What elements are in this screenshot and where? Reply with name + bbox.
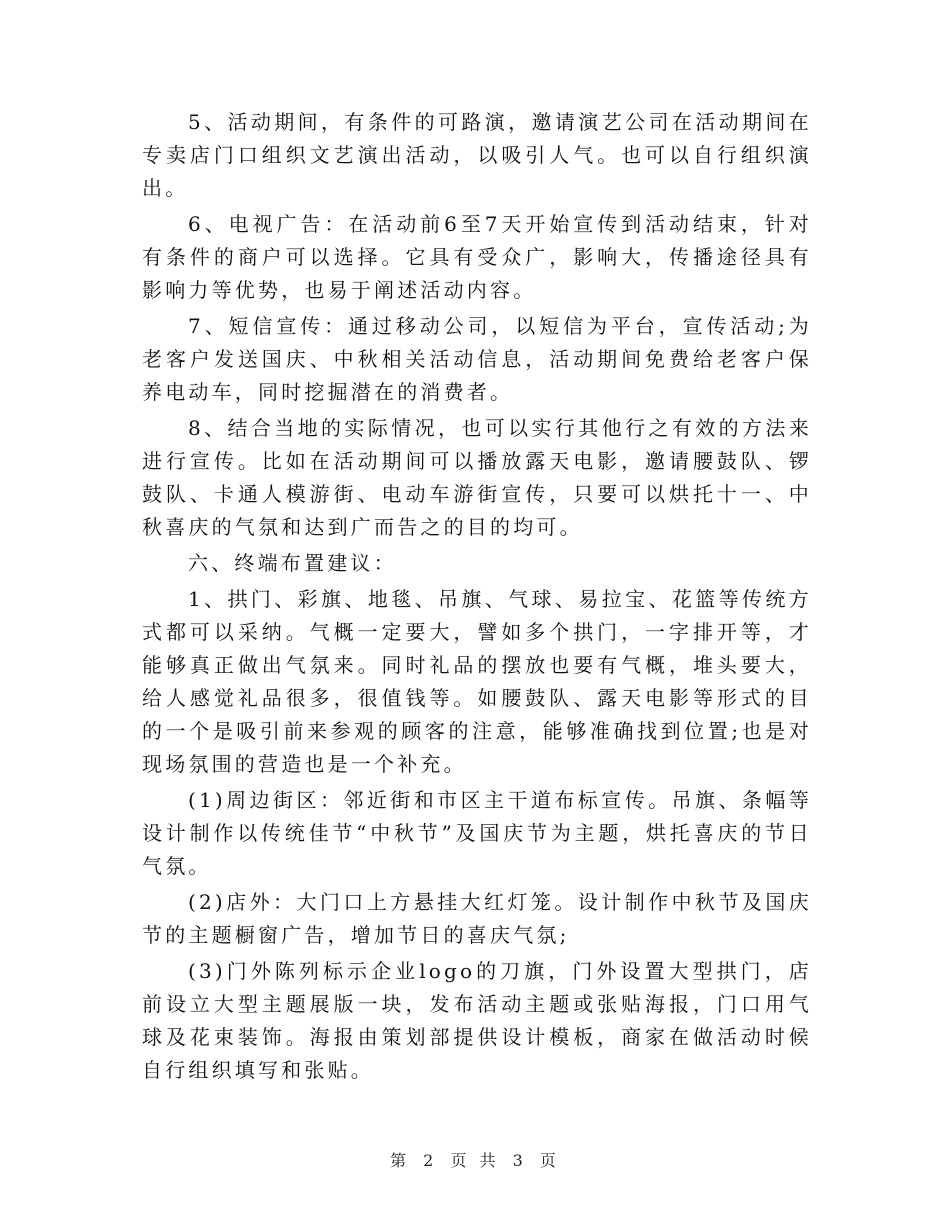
paragraph-item-6-tv-ads: 6、电视广告：在活动前6至7天开始宣传到活动结束，针对有条件的商户可以选择。它具有受众广，影响大，传播途径具有影响力等优势，也易于阐述活动内容。 [142, 212, 812, 302]
paragraph-item-1-decor: 1、拱门、彩旗、地毯、吊旗、气球、易拉宝、花篮等传统方式都可以采纳。气概一定要大，譬如多个拱门，一字排开等，才能够真正做出气氛来。同时礼品的摆放也要有气概，堆头要大，给人感觉礼品很多，很值钱等。如腰鼓队、露天电影等形式的目的一个是吸引前来参观的顾客的注意，能够准确找到位置;也是对现场氛围的营造也是一个补充。 [142, 587, 812, 776]
section-heading-terminal-layout: 六、终端布置建议： [188, 551, 397, 575]
footer-middle: 页 共 [450, 1151, 500, 1170]
paragraph-item-8-local: 8、结合当地的实际情况，也可以实行其他行之有效的方法来进行宣传。比如在活动期间可以播放露天电影，邀请腰鼓队、锣鼓队、卡通人模游街、电动车游街宣传，只要可以烘托十一、中秋喜庆的气氛和达到广而告之的目的均可。 [142, 416, 812, 539]
paragraph-sub-3-entrance: (3)门外陈列标示企业logo的刀旗，门外设置大型拱门，店前设立大型主题展版一块，发布活动主题或张贴海报，门口用气球及花束装饰。海报由策划部提供设计模板，商家在做活动时候自行组织填写和张贴。 [142, 959, 812, 1082]
paragraph-sub-1-streets: (1)周边街区：邻近街和市区主干道布标宣传。吊旗、条幅等设计制作以传统佳节“中秋节”及国庆节为主题，烘托喜庆的节日气氛。 [142, 788, 812, 878]
footer-prefix: 第 [390, 1151, 411, 1170]
footer-current-page: 2 [423, 1151, 438, 1170]
paragraph-item-7-sms: 7、短信宣传：通过移动公司，以短信为平台，宣传活动;为老客户发送国庆、中秋相关活动信息，活动期间免费给老客户保养电动车，同时挖掘潜在的消费者。 [142, 314, 812, 404]
paragraph-item-5: 5、活动期间，有条件的可路演，邀请演艺公司在活动期间在专卖店门口组织文艺演出活动，以吸引人气。也可以自行组织演出。 [142, 110, 812, 200]
page-footer [0, 1148, 950, 1171]
paragraph-sub-2-storefront: (2)店外：大门口上方悬挂大红灯笼。设计制作中秋节及国庆节的主题橱窗广告，增加节日的喜庆气氛; [142, 890, 812, 947]
footer-total-pages: 3 [512, 1151, 527, 1170]
footer-suffix: 页 [539, 1151, 560, 1170]
document-body [142, 106, 812, 1090]
